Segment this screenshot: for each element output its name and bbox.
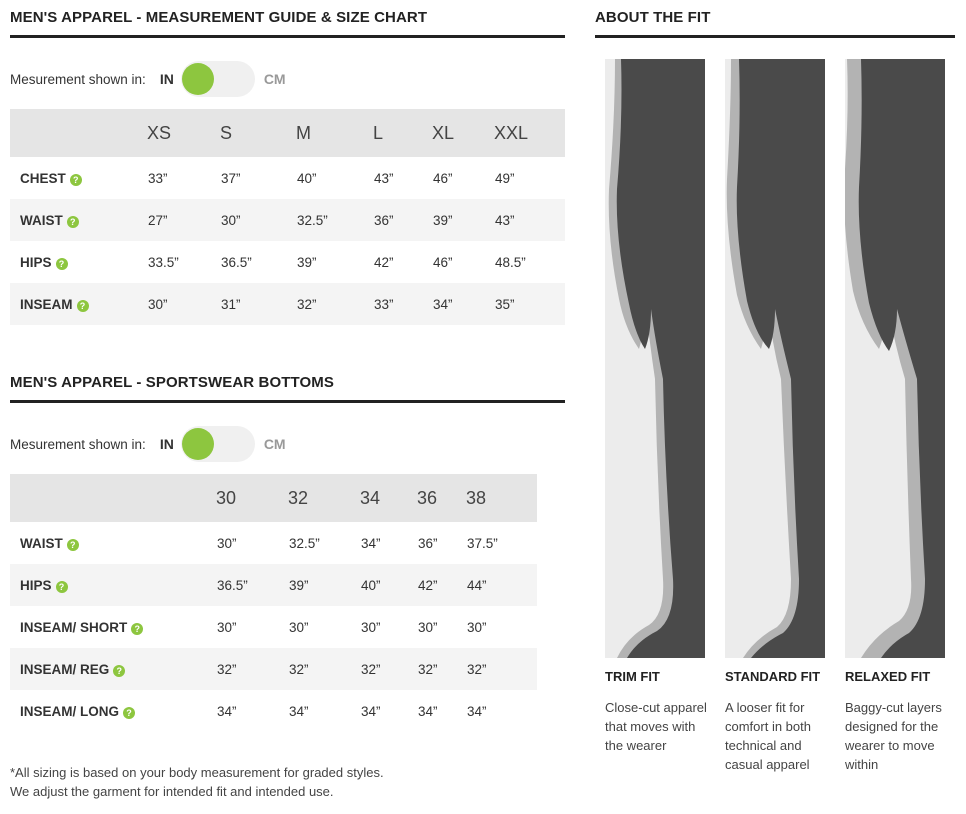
unit-in-label[interactable]: IN — [159, 436, 174, 452]
row-label: INSEAM/ REG — [20, 661, 110, 677]
table-row — [10, 199, 565, 241]
toggle-knob — [182, 63, 214, 95]
help-icon[interactable]: ? — [67, 216, 79, 228]
measurement-cell: 43” — [364, 157, 423, 199]
row-label-cell — [10, 157, 138, 199]
measurement-cell: 32” — [408, 648, 457, 690]
row-label: INSEAM/ LONG — [20, 703, 120, 719]
size-chart-divider — [10, 35, 565, 38]
measurement-cell: 30” — [211, 199, 287, 241]
about-fit-divider — [595, 35, 955, 38]
about-fit-title: ABOUT THE FIT — [595, 9, 711, 26]
help-icon[interactable]: ? — [70, 174, 82, 186]
help-icon[interactable]: ? — [56, 581, 68, 593]
measurement-cell: 34” — [408, 690, 457, 732]
bottoms-chart-unit-toggle-row — [10, 426, 286, 462]
header-blank-cell — [10, 109, 138, 157]
toggle-knob — [182, 428, 214, 460]
measurement-cell: 34” — [457, 690, 537, 732]
column-header: XS — [138, 109, 211, 157]
measurement-cell: 37.5” — [457, 522, 537, 564]
footnote-line-2: We adjust the garment for intended fit and intended use. — [10, 784, 334, 799]
measurement-cell: 33” — [138, 157, 211, 199]
measurement-cell: 32” — [279, 648, 351, 690]
measurement-cell: 46” — [423, 157, 485, 199]
measurement-cell: 30” — [457, 606, 537, 648]
unit-toggle-switch[interactable] — [181, 61, 255, 97]
column-header: XL — [423, 109, 485, 157]
header-row — [10, 109, 565, 157]
row-label-cell — [10, 690, 207, 732]
measurement-cell: 44” — [457, 564, 537, 606]
column-header: XXL — [485, 109, 565, 157]
table-row — [10, 690, 537, 732]
fit-desc-standard: A looser fit for comfort in both technical and casual apparel — [725, 700, 811, 772]
row-label: WAIST — [20, 212, 63, 228]
column-header: 38 — [457, 474, 537, 522]
table-row — [10, 606, 537, 648]
measurement-cell: 37” — [211, 157, 287, 199]
fit-name-relaxed: RELAXED FIT — [845, 669, 931, 684]
measurement-cell: 39” — [423, 199, 485, 241]
measurement-cell: 31” — [211, 283, 287, 325]
help-icon[interactable]: ? — [77, 300, 89, 312]
bottoms-chart-title: MEN'S APPAREL - SPORTSWEAR BOTTOMS — [10, 374, 334, 391]
table-row — [10, 522, 537, 564]
unit-cm-label[interactable]: CM — [263, 71, 286, 87]
row-label: WAIST — [20, 535, 63, 551]
measurement-cell: 43” — [485, 199, 565, 241]
column-header: M — [287, 109, 364, 157]
fit-name-trim: TRIM FIT — [605, 669, 660, 684]
measurement-cell: 35” — [485, 283, 565, 325]
row-label-cell — [10, 564, 207, 606]
column-header: 32 — [279, 474, 351, 522]
measurement-cell: 49” — [485, 157, 565, 199]
size-chart-table — [10, 109, 565, 325]
unit-toggle-caption: Mesurement shown in: — [10, 71, 146, 87]
table-row — [10, 157, 565, 199]
table-row — [10, 564, 537, 606]
measurement-cell: 34” — [351, 690, 408, 732]
table-row — [10, 648, 537, 690]
measurement-cell: 46” — [423, 241, 485, 283]
table-row — [10, 283, 565, 325]
measurement-cell: 39” — [279, 564, 351, 606]
column-header: 34 — [351, 474, 408, 522]
row-label: HIPS — [20, 254, 52, 270]
row-label-cell — [10, 283, 138, 325]
column-header: L — [364, 109, 423, 157]
measurement-cell: 33.5” — [138, 241, 211, 283]
header-row — [10, 474, 537, 522]
help-icon[interactable]: ? — [113, 665, 125, 677]
measurement-cell: 42” — [364, 241, 423, 283]
row-label: CHEST — [20, 170, 66, 186]
size-chart-unit-toggle-row — [10, 61, 286, 97]
measurement-cell: 30” — [279, 606, 351, 648]
help-icon[interactable]: ? — [123, 707, 135, 719]
measurement-cell: 27” — [138, 199, 211, 241]
help-icon[interactable]: ? — [56, 258, 68, 270]
bottoms-chart-divider — [10, 400, 565, 403]
measurement-cell: 48.5” — [485, 241, 565, 283]
fit-name-standard: STANDARD FIT — [725, 669, 821, 684]
measurement-cell: 40” — [351, 564, 408, 606]
table-row — [10, 241, 565, 283]
measurement-cell: 34” — [279, 690, 351, 732]
measurement-cell: 32” — [287, 283, 364, 325]
sizing-footnote — [10, 763, 384, 801]
unit-cm-label[interactable]: CM — [263, 436, 286, 452]
row-label-cell — [10, 199, 138, 241]
row-label-cell — [10, 522, 207, 564]
measurement-cell: 42” — [408, 564, 457, 606]
column-header: 36 — [408, 474, 457, 522]
measurement-cell: 32” — [207, 648, 279, 690]
measurement-cell: 34” — [207, 690, 279, 732]
measurement-cell: 39” — [287, 241, 364, 283]
measurement-cell: 33” — [364, 283, 423, 325]
standard-fit-figure — [725, 59, 825, 658]
measurement-cell: 36” — [364, 199, 423, 241]
unit-in-label[interactable]: IN — [159, 71, 174, 87]
measurement-cell: 32” — [351, 648, 408, 690]
measurement-cell: 32.5” — [279, 522, 351, 564]
measurement-cell: 36.5” — [211, 241, 287, 283]
measurement-cell: 36.5” — [207, 564, 279, 606]
trim-fit-figure — [605, 59, 705, 658]
unit-toggle-switch[interactable] — [181, 426, 255, 462]
row-label-cell — [10, 648, 207, 690]
help-icon[interactable]: ? — [131, 623, 143, 635]
relaxed-fit-figure — [845, 59, 945, 658]
help-icon[interactable]: ? — [67, 539, 79, 551]
row-label: INSEAM — [20, 296, 73, 312]
measurement-cell: 32” — [457, 648, 537, 690]
row-label: INSEAM/ SHORT — [20, 619, 128, 635]
column-header: S — [211, 109, 287, 157]
footnote-line-1: *All sizing is based on your body measurement for graded styles. — [10, 765, 384, 780]
measurement-cell: 30” — [351, 606, 408, 648]
header-blank-cell — [10, 474, 207, 522]
row-label: HIPS — [20, 577, 52, 593]
measurement-cell: 36” — [408, 522, 457, 564]
measurement-cell: 30” — [207, 522, 279, 564]
column-header: 30 — [207, 474, 279, 522]
measurement-cell: 34” — [351, 522, 408, 564]
measurement-cell: 30” — [138, 283, 211, 325]
size-chart-title: MEN'S APPAREL - MEASUREMENT GUIDE & SIZE CHART — [10, 9, 428, 26]
bottoms-chart-table — [10, 474, 537, 732]
measurement-cell: 32.5” — [287, 199, 364, 241]
measurement-cell: 30” — [207, 606, 279, 648]
unit-toggle-caption: Mesurement shown in: — [10, 436, 146, 452]
fit-desc-trim: Close-cut apparel that moves with the wearer — [605, 700, 707, 753]
measurement-cell: 40” — [287, 157, 364, 199]
measurement-cell: 34” — [423, 283, 485, 325]
row-label-cell — [10, 241, 138, 283]
row-label-cell — [10, 606, 207, 648]
fit-desc-relaxed: Baggy-cut layers designed for the wearer to move within — [845, 700, 942, 772]
measurement-cell: 30” — [408, 606, 457, 648]
